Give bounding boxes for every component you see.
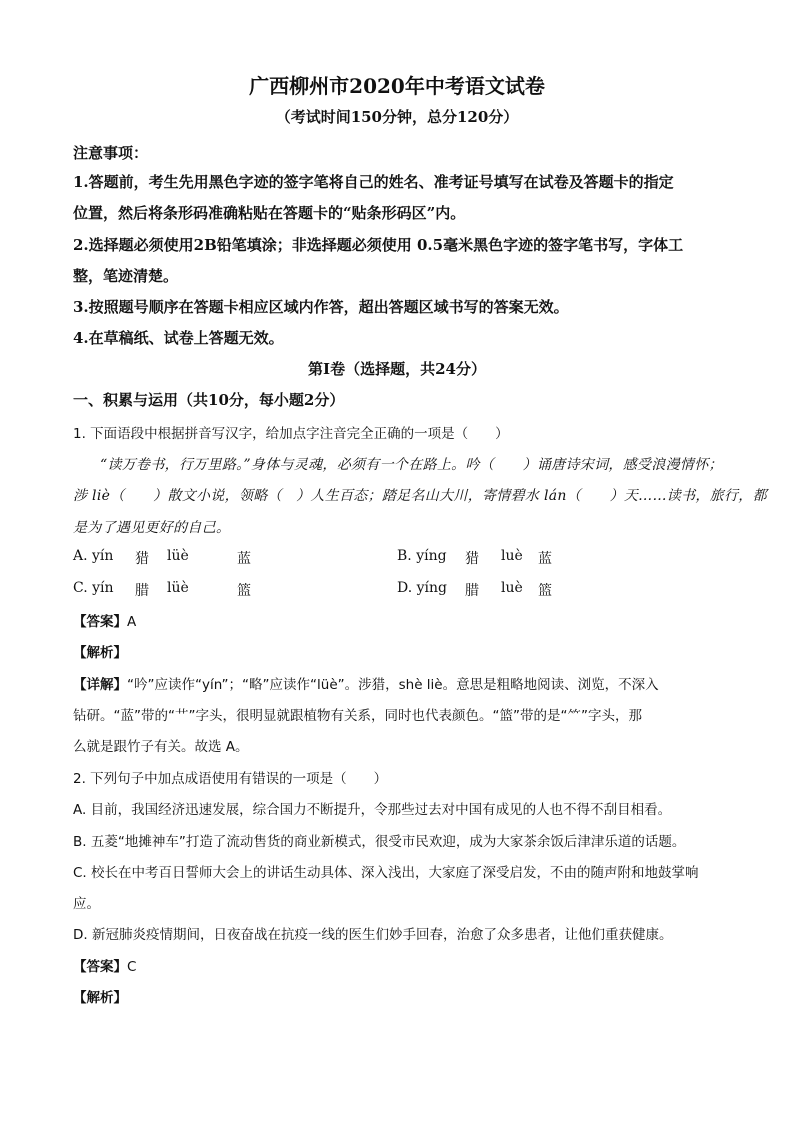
q2-option: 应。 <box>73 896 100 912</box>
analysis-label: 【解析】 <box>73 990 127 1006</box>
notice-line: 位置，然后将条形码准确粘贴在答题卡的“贴条形码区”内。 <box>73 204 466 222</box>
q2-option: A. 目前，我国经济迅速发展，综合国力不断提升，令那些过去对中国有成见的人也不得不刮目相看。 <box>73 802 672 818</box>
part-one-title: 一、积累与运用（共10分，每小题2分） <box>73 391 345 409</box>
q1-detail <box>73 673 659 693</box>
answer-label: 【答案】 <box>73 959 127 975</box>
q1-option-char: 蓝 <box>237 551 251 567</box>
q1-passage-line: 涉 liè（ ）散文小说，领略（ ）人生百态；踏足名山大川，寄情碧水 lán（ ）天……读书，旅行，都 <box>73 488 767 504</box>
notice-line: 1.答题前，考生先用黑色字迹的签字笔将自己的姓名、准考证号填写在试卷及答题卡的指定 <box>73 173 674 191</box>
answer-value: A <box>127 614 137 630</box>
q1-option-pinyin: lüè <box>167 548 189 564</box>
detail-line: 钻研。“蓝”带的“艹”字头，很明显就跟植物有关系，同时也代表颜色。“篮”带的是“⺮”字头，那 <box>73 708 642 724</box>
q1-stem: 1. 下面语段中根据拼音写汉字，给加点字注音完全正确的一项是（ ） <box>73 426 509 442</box>
section-title: 第Ⅰ卷（选择题，共24分） <box>308 360 486 378</box>
q1-option-label: A. yín <box>73 548 114 564</box>
analysis-label: 【解析】 <box>73 645 127 661</box>
q1-option-char: 蓝 <box>538 551 552 567</box>
q1-passage-line: “读万卷书，行万里路。”身体与灵魂，必须有一个在路上。吟（ ）诵唐诗宋词，感受浪漫情怀； <box>100 457 723 473</box>
q1-option-label: D. yíng <box>397 580 447 596</box>
page-title: 广西柳州市2020年中考语文试卷 <box>249 74 545 98</box>
q2-option: D. 新冠肺炎疫情期间，日夜奋战在抗疫一线的医生们妙手回春，治愈了众多患者，让他们重获健康。 <box>73 927 673 943</box>
q2-answer <box>73 955 136 975</box>
detail-label: 【详解】 <box>73 677 127 693</box>
q1-option-char: 猎 <box>135 551 149 567</box>
q2-option: C. 校长在中考百日誓师大会上的讲话生动具体、深入浅出，大家庭了深受启发，不由的随声附和地鼓掌响 <box>73 865 699 881</box>
q1-option-label: B. yíng <box>397 548 447 564</box>
answer-value: C <box>127 959 137 975</box>
q1-option-char: 篮 <box>538 583 552 599</box>
q1-option-pinyin: luè <box>501 548 523 564</box>
page-subtitle: （考试时间150分钟，总分120分） <box>275 108 519 126</box>
notice-line: 2.选择题必须使用2B铅笔填涂；非选择题必须使用 0.5毫米黑色字迹的签字笔书写，字体工 <box>73 236 684 254</box>
q1-option-char: 腊 <box>465 583 479 599</box>
notice-heading: 注意事项： <box>73 144 149 162</box>
q1-passage-line: 是为了遇见更好的自己。 <box>73 520 231 536</box>
q1-option-char: 猎 <box>465 551 479 567</box>
notice-line: 整，笔迹清楚。 <box>73 267 179 285</box>
q1-option-label: C. yín <box>73 580 114 596</box>
q1-answer <box>73 610 136 630</box>
detail-line: 么就是跟竹子有关。故选 A。 <box>73 739 249 755</box>
notice-line: 3.按照题号顺序在答题卡相应区域内作答，超出答题区域书写的答案无效。 <box>73 298 569 316</box>
q1-option-pinyin: luè <box>501 580 523 596</box>
q1-option-pinyin: lüè <box>167 580 189 596</box>
q2-stem: 2. 下列句子中加点成语使用有错误的一项是（ ） <box>73 771 388 787</box>
detail-line: “吟”应读作“yín”；“略”应读作“lüè”。涉猎，shè liè。意思是粗略地阅读、浏览，不深入 <box>127 677 659 693</box>
q1-option-char: 腊 <box>135 583 149 599</box>
q1-option-char: 篮 <box>237 583 251 599</box>
notice-line: 4.在草稿纸、试卷上答题无效。 <box>73 329 284 347</box>
q2-option: B. 五菱“地摊神车”打造了流动售货的商业新模式，很受市民欢迎，成为大家茶余饭后津津乐道的话题。 <box>73 834 686 850</box>
answer-label: 【答案】 <box>73 614 127 630</box>
